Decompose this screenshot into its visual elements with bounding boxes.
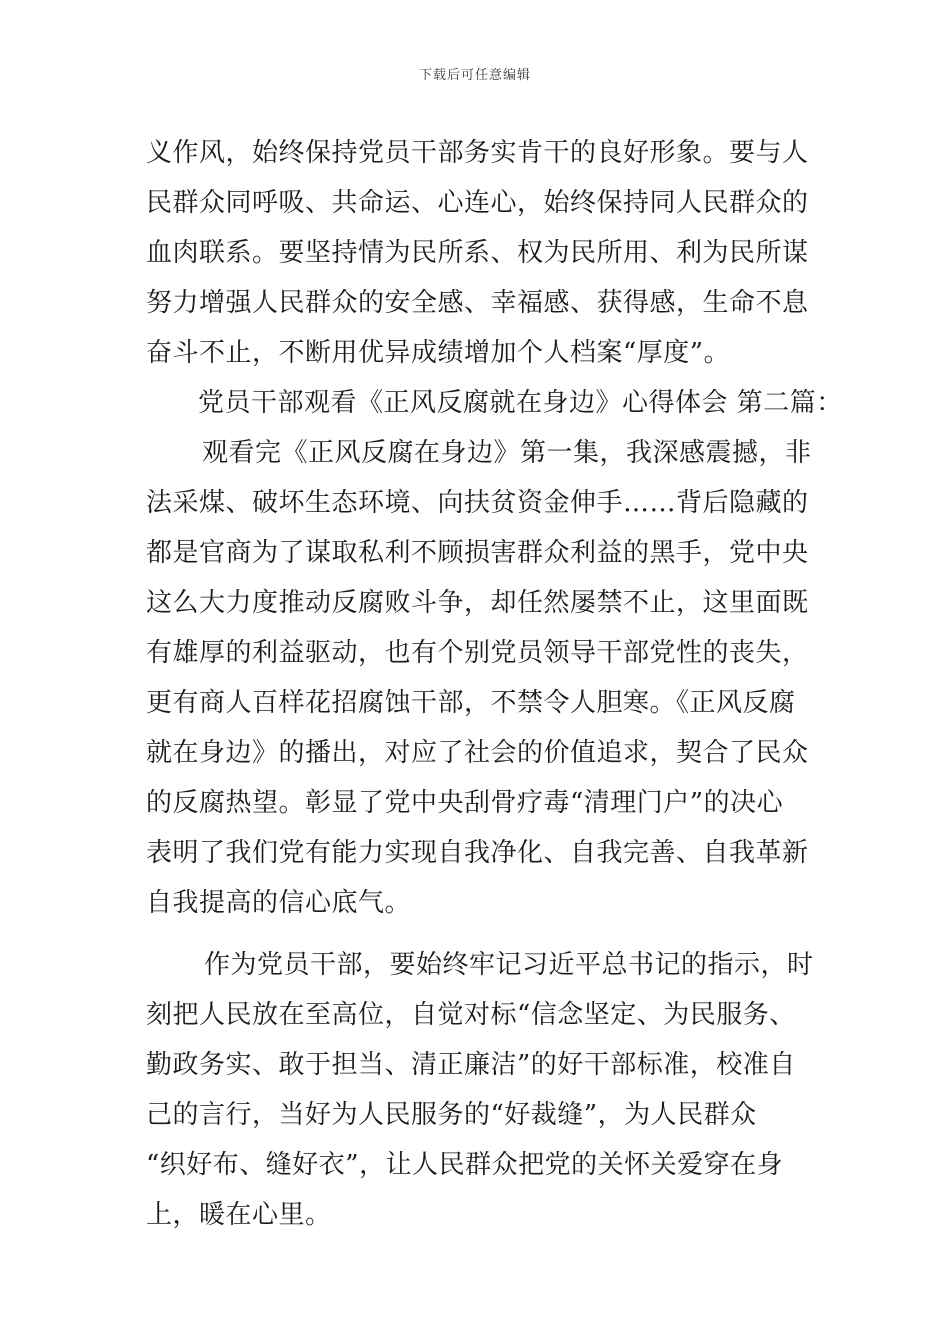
paragraph-line: 血肉联系。要坚持情为民所系、权为民所用、利为民所谋	[146, 238, 809, 268]
paragraph-line: 奋斗不止，不断用优异成绩增加个人档案“厚度”。	[146, 338, 731, 368]
paragraph-line: 作为党员干部，要始终牢记习近平总书记的指示，时	[204, 950, 814, 980]
paragraph-3	[146, 940, 814, 1240]
document-body	[146, 128, 843, 1240]
paragraph-line: 表明了我们党有能力实现自我净化、自我完善、自我革新	[146, 838, 809, 868]
paragraph-line: 努力增强人民群众的安全感、幸福感、获得感，生命不息	[146, 288, 809, 318]
paragraph-line: 自我提高的信心底气。	[146, 888, 412, 918]
paragraph-line: 勤政务实、敢于担当、清正廉洁”的好干部标准，校准自	[146, 1050, 796, 1080]
page-header: 下载后可任意编辑	[418, 68, 531, 83]
paragraph-line: 上，暖在心里。	[146, 1200, 332, 1230]
paragraph-line: 刻把人民放在至高位，自觉对标“信念坚定、为民服务、	[146, 1000, 796, 1030]
paragraph-1	[146, 128, 814, 378]
paragraph-line: 有雄厚的利益驱动，也有个别党员领导干部党性的丧失，	[146, 638, 809, 668]
paragraph-line: 就在身边》的播出，对应了社会的价值追求，契合了民众	[146, 738, 809, 768]
paragraph-line: 观看完《正风反腐在身边》第一集，我深感震撼，非	[202, 438, 812, 468]
paragraph-line: “织好布、缝好衣”，让人民群众把党的关怀关爱穿在身	[146, 1150, 784, 1180]
paragraph-line: 己的言行，当好为人民服务的“好裁缝”，为人民群众	[146, 1100, 757, 1130]
paragraph-line: 义作风，始终保持党员干部务实肯干的良好形象。要与人	[146, 138, 809, 168]
paragraph-line: 更有商人百样花招腐蚀干部，不禁令人胆寒。《正风反腐	[146, 688, 796, 718]
section-title: 党员干部观看《正风反腐就在身边》心得体会 第二篇：	[198, 388, 843, 418]
paragraph-2	[146, 428, 814, 928]
paragraph-spacer	[146, 928, 814, 940]
paragraph-line: 这么大力度推动反腐败斗争，却任然屡禁不止，这里面既	[146, 588, 809, 618]
paragraph-line: 的反腐热望。彰显了党中央刮骨疗毒“清理门户”的决心	[146, 788, 784, 818]
paragraph-line: 民群众同呼吸、共命运、心连心，始终保持同人民群众的	[146, 188, 809, 218]
paragraph-line: 法采煤、破坏生态环境、向扶贫资金伸手……背后隐藏的	[146, 488, 809, 518]
paragraph-line: 都是官商为了谋取私利不顾损害群众利益的黑手，党中央	[146, 538, 809, 568]
